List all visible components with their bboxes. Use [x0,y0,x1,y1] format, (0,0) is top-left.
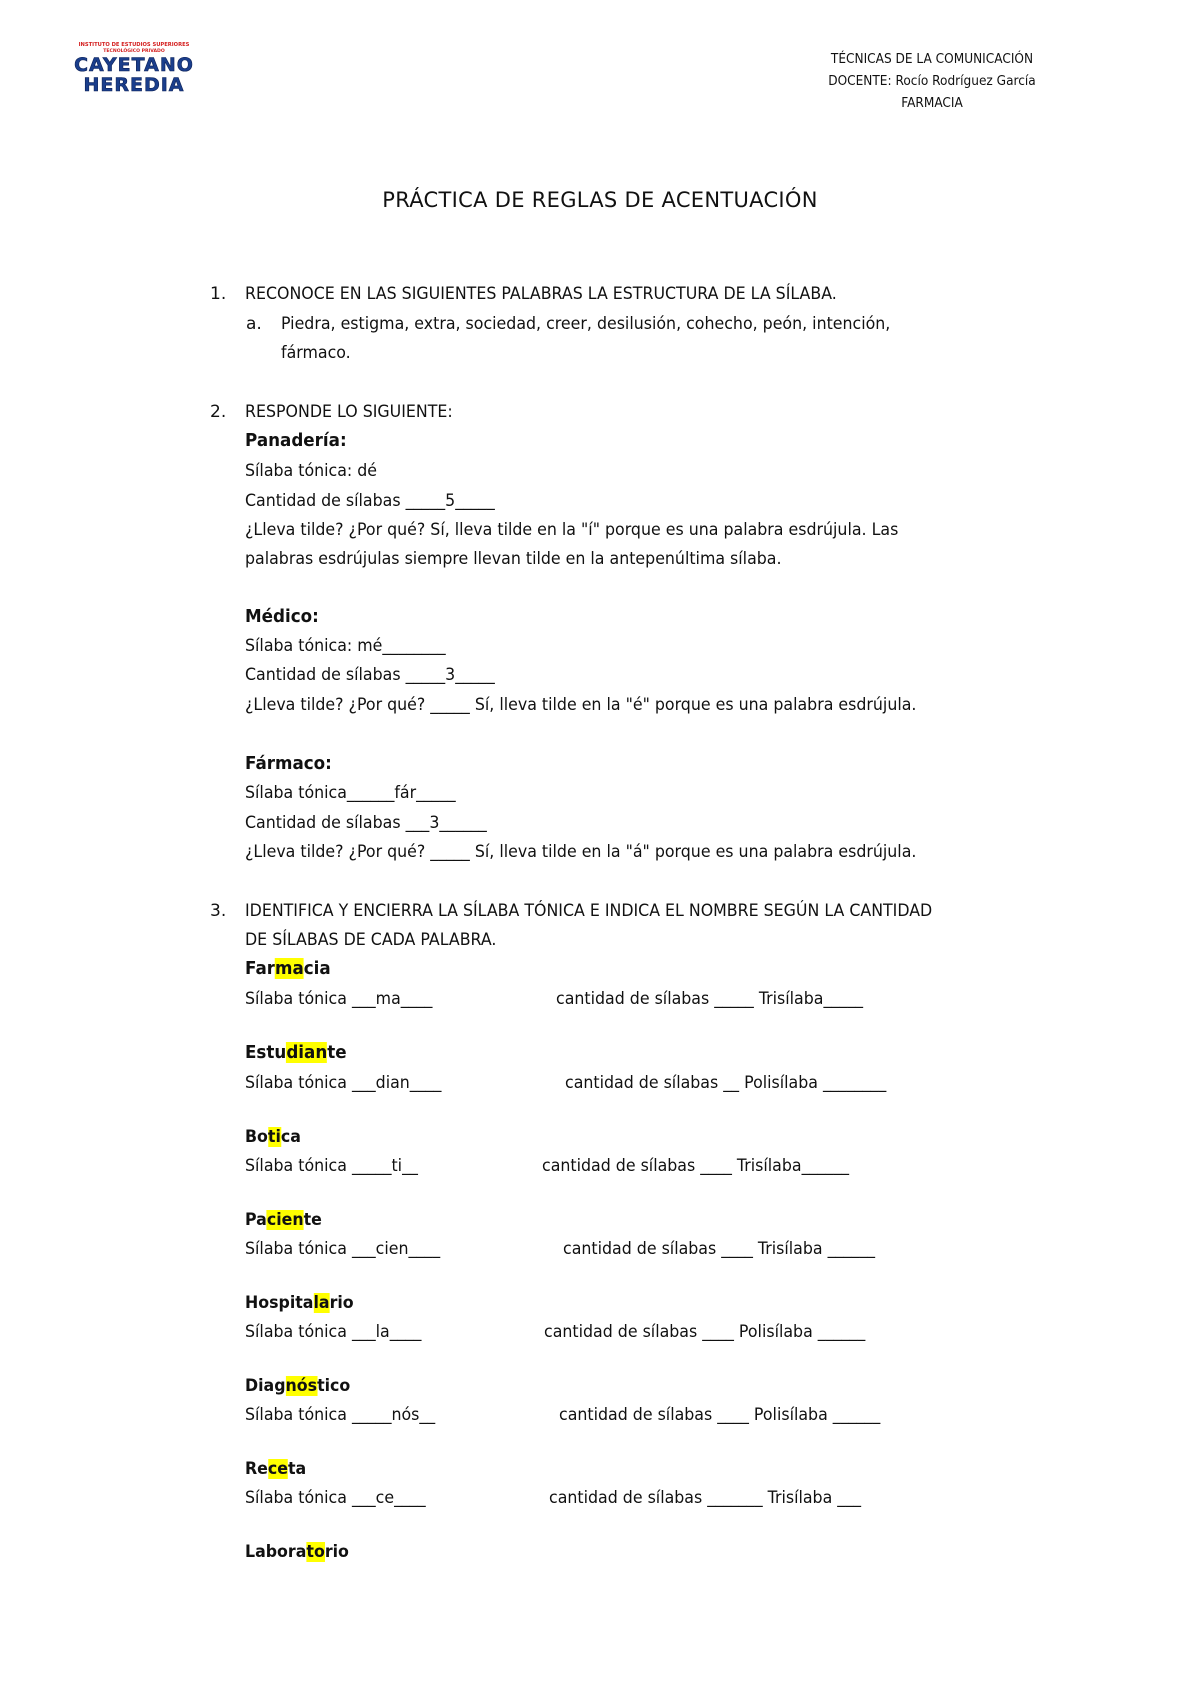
q2-tonic-2: Sílaba tónica: mé________ [245,636,446,656]
logo-line2: HEREDIA [83,74,185,96]
q3-word-8: Laboratorio [245,1542,349,1562]
teacher-name: DOCENTE: Rocío Rodríguez García [828,73,1036,89]
q2-word-1: Panadería: [245,430,347,451]
q3-word-6: Diagnóstico [245,1376,351,1396]
q3-word-1: Farmacia [245,958,331,979]
q3-count-1: cantidad de sílabas _____ Trisílaba_____ [556,989,864,1009]
program-name: FARMACIA [901,95,963,111]
q2-tonic-3: Sílaba tónica______fár_____ [245,783,456,803]
tonic-highlight: cien [266,1210,304,1230]
tonic-highlight: to [306,1542,325,1562]
q2-tilde-1b: palabras esdrújulas siempre llevan tilde en la antepenúltima sílaba. [245,549,782,569]
tonic-highlight: ma [275,958,304,979]
tonic-highlight: dian [286,1042,328,1063]
page-title: PRÁCTICA DE REGLAS DE ACENTUACIÓN [382,188,818,212]
q3-count-5: cantidad de sílabas ____ Polisílaba ______ [544,1322,866,1342]
q3-tonic-2: Sílaba tónica ___dian____ [245,1073,442,1093]
q3-tonic-6: Sílaba tónica _____nós__ [245,1405,436,1425]
q2-text: RESPONDE LO SIGUIENTE: [245,402,453,422]
q3-tonic-1: Sílaba tónica ___ma____ [245,989,433,1009]
q3-tonic-4: Sílaba tónica ___cien____ [245,1239,441,1259]
logo-top-text: INSTITUTO DE ESTUDIOS SUPERIORES [78,42,190,48]
q3-count-6: cantidad de sílabas ____ Polisílaba ______ [559,1405,881,1425]
institute-logo [56,40,212,96]
q3-count-7: cantidad de sílabas _______ Trisílaba ___ [549,1488,862,1508]
q3-word-4: Paciente [245,1210,322,1230]
tonic-highlight: ti [267,1127,281,1147]
q2-tilde-2: ¿Lleva tilde? ¿Por qué? _____ Sí, lleva tilde en la "é" porque es una palabra esdrújula. [245,695,917,715]
q3-tonic-7: Sílaba tónica ___ce____ [245,1488,426,1508]
q2-tilde-3: ¿Lleva tilde? ¿Por qué? _____ Sí, lleva tilde en la "á" porque es una palabra esdrújula. [245,842,917,862]
q2-tilde-1a: ¿Lleva tilde? ¿Por qué? Sí, lleva tilde en la "í" porque es una palabra esdrújula. Las [245,520,899,540]
q3-count-4: cantidad de sílabas ____ Trisílaba ______ [563,1239,876,1259]
q3-number: 3. [210,901,227,921]
q3-word-2: Estudiante [245,1042,347,1063]
q3-tonic-5: Sílaba tónica ___la____ [245,1322,422,1342]
q1-text: RECONOCE EN LAS SIGUIENTES PALABRAS LA ESTRUCTURA DE LA SÍLABA. [245,284,837,304]
q3-count-3: cantidad de sílabas ____ Trisílaba______ [542,1156,850,1176]
q3-line1: IDENTIFICA Y ENCIERRA LA SÍLABA TÓNICA E INDICA EL NOMBRE SEGÚN LA CANTIDAD [245,901,933,921]
q3-word-7: Receta [245,1459,307,1479]
q3-word-5: Hospitalario [245,1293,354,1313]
tonic-highlight: nós [285,1376,318,1396]
q1-number: 1. [210,284,227,304]
q1-sub-line2: fármaco. [281,343,351,363]
logo-line1: CAYETANO [74,54,194,76]
course-name: TÉCNICAS DE LA COMUNICACIÓN [830,51,1034,67]
q2-number: 2. [210,402,227,422]
q2-count-1: Cantidad de sílabas _____5_____ [245,491,495,511]
q1-sub-letter: a. [246,314,262,334]
tonic-highlight: ce [267,1459,288,1479]
q2-word-3: Fármaco: [245,753,332,774]
q2-tonic-1: Sílaba tónica: dé [245,461,378,481]
q2-count-3: Cantidad de sílabas ___3______ [245,813,487,833]
q3-word-3: Botica [245,1127,301,1147]
q3-count-2: cantidad de sílabas __ Polisílaba ________ [565,1073,887,1093]
tonic-highlight: la [313,1293,330,1313]
q1-sub-line1: Piedra, estigma, extra, sociedad, creer, desilusión, cohecho, peón, intención, [281,314,891,334]
q3-tonic-3: Sílaba tónica _____ti__ [245,1156,418,1176]
q3-line2: DE SÍLABAS DE CADA PALABRA. [245,930,497,950]
q2-count-2: Cantidad de sílabas _____3_____ [245,665,495,685]
document-header [815,48,1049,114]
logo-sub-text: TECNOLÓGICO PRIVADO [103,49,165,54]
q2-word-2: Médico: [245,606,319,627]
